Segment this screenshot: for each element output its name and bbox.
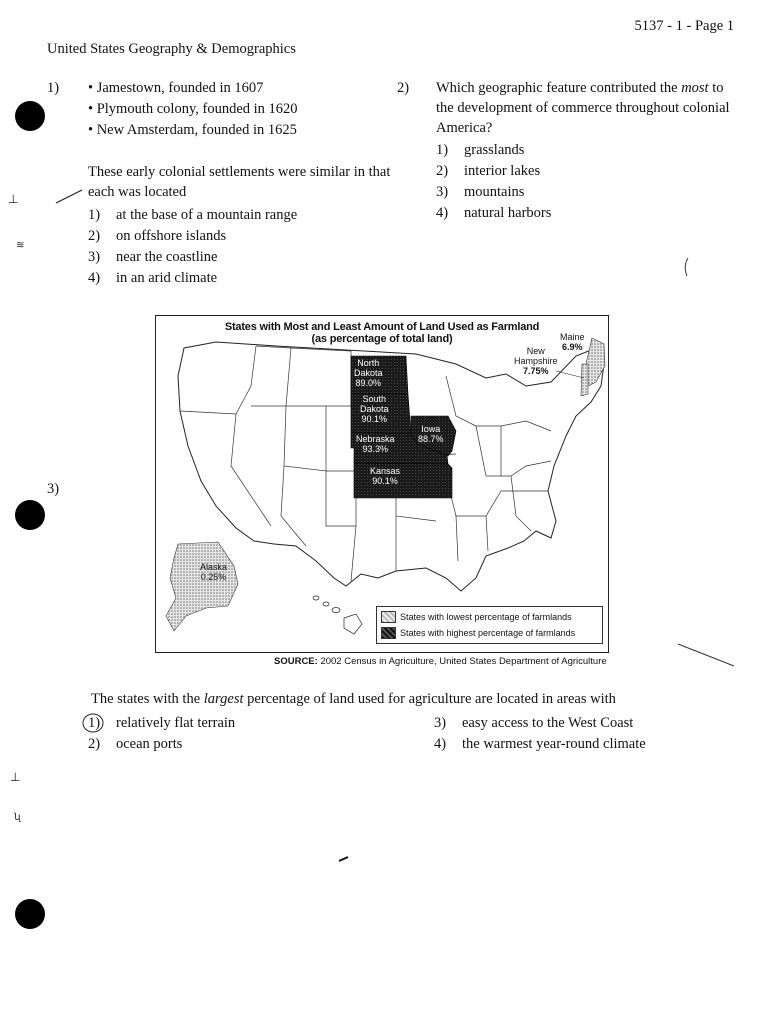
option-text: in an arid climate [116,270,218,286]
scan-speck: ʯ [14,812,21,823]
option-text: mountains [464,184,525,200]
scan-speck: ⊥ [10,770,21,784]
option-text: at the base of a mountain range [116,207,298,223]
hole-punch-middle [15,500,45,530]
page-number: 5137 - 1 - Page 1 [634,18,734,34]
question-2-number: 2) [397,80,410,96]
option-number: 3) [436,184,449,200]
pen-mark [676,640,736,670]
q1-option-4[interactable] [88,268,217,289]
q3-option-4[interactable] [434,734,646,755]
q2-option-2[interactable] [436,161,540,182]
legend-row-low [381,611,572,623]
option-number: 1) [88,207,101,223]
legend-label-low: States with lowest percentage of farmlands [400,612,572,622]
option-number: 2) [436,163,449,179]
option-number: 1) [88,715,101,731]
legend-swatch-high [381,627,396,639]
label-north-dakota: North Dakota 89.0% [354,358,383,388]
option-number: 1) [436,142,449,158]
map-title-line-1: States with Most and Least Amount of Land Used as Farmland [224,321,540,333]
option-number: 2) [88,228,101,244]
option-text: on offshore islands [116,228,227,244]
option-text: natural harbors [464,205,552,221]
q1-option-1[interactable] [88,205,297,226]
q1-stem-line-1: These early colonial settlements were similar in that [88,164,391,180]
q1-bullet-jamestown: • Jamestown, founded in 1607 [88,80,264,96]
option-text: relatively flat terrain [116,715,236,731]
q3-option-2[interactable] [88,734,182,755]
pen-mark [682,256,690,278]
hawaii-islands [313,596,362,634]
legend-label-high: States with highest percentage of farmlands [400,628,576,638]
q1-option-3[interactable] [88,247,217,268]
legend-swatch-low [381,611,396,623]
farmland-map [155,315,609,653]
q3-stem-pre: The states with the [91,691,204,707]
alaska-shape [166,542,238,631]
label-nebraska: Nebraska 93.3% [356,434,395,454]
q2-option-4[interactable] [436,203,551,224]
q2-stem-line-3: America? [436,120,493,136]
q3-stem-post: percentage of land used for agriculture are located in areas with [243,691,616,707]
q1-option-2[interactable] [88,226,226,247]
option-number: 3) [434,715,447,731]
q1-stem-line-2: each was located [88,184,187,200]
q2-stem-post: to [708,80,724,96]
map-title-line-2: (as percentage of total land) [311,333,453,345]
new-hampshire-shape [581,364,588,396]
label-south-dakota: South Dakota 90.1% [360,394,389,424]
q2-option-3[interactable] [436,182,524,203]
pen-mark [338,855,350,863]
q3-stem-emphasis: largest [203,691,244,707]
option-text: easy access to the West Coast [462,715,634,731]
option-text: ocean ports [116,736,183,752]
q3-option-1[interactable] [88,713,235,734]
map-source [274,656,607,667]
q2-option-1[interactable] [436,140,524,161]
label-new-hampshire: New Hampshire 7.75% [514,346,558,376]
option-text: grasslands [464,142,525,158]
pen-mark [54,188,84,206]
source-text: 2002 Census in Agriculture, United States Department of Agriculture [317,656,607,667]
document-title: United States Geography & Demographics [47,41,296,57]
q1-bullet-plymouth: • Plymouth colony, founded in 1620 [88,101,298,117]
q2-stem-line-2: the development of commerce throughout colonial [436,100,730,116]
option-text: near the coastline [116,249,218,265]
question-1-number: 1) [47,80,60,96]
option-number: 4) [88,270,101,286]
label-kansas: Kansas 90.1% [370,466,401,486]
q3-stem [91,689,616,710]
legend-row-high [381,627,575,639]
source-bold: SOURCE: [274,656,318,667]
option-number: 2) [88,736,101,752]
q1-bullet-new-amsterdam: • New Amsterdam, founded in 1625 [88,122,297,138]
option-text: interior lakes [464,163,541,179]
circled-answer-mark [80,712,106,734]
question-3-number: 3) [47,481,60,497]
q2-stem-line-1 [436,78,724,99]
option-text: the warmest year-round climate [462,736,646,752]
label-iowa: Iowa 88.7% [418,424,444,444]
option-number: 4) [436,205,449,221]
kansas-shape [354,463,452,498]
q2-stem-emphasis: most [681,80,709,96]
q2-stem-pre: Which geographic feature contributed the [436,80,682,96]
scan-speck: ⊥ [8,192,19,206]
label-maine: Maine 6.9% [560,332,585,352]
option-number: 3) [88,249,101,265]
label-alaska: Alaska 0.25% [200,562,228,582]
map-legend [376,606,603,644]
q3-option-3[interactable] [434,713,633,734]
option-number: 4) [434,736,447,752]
hole-punch-bottom [15,899,45,929]
hole-punch-top [15,101,45,131]
scan-speck: ≋ [16,240,25,251]
